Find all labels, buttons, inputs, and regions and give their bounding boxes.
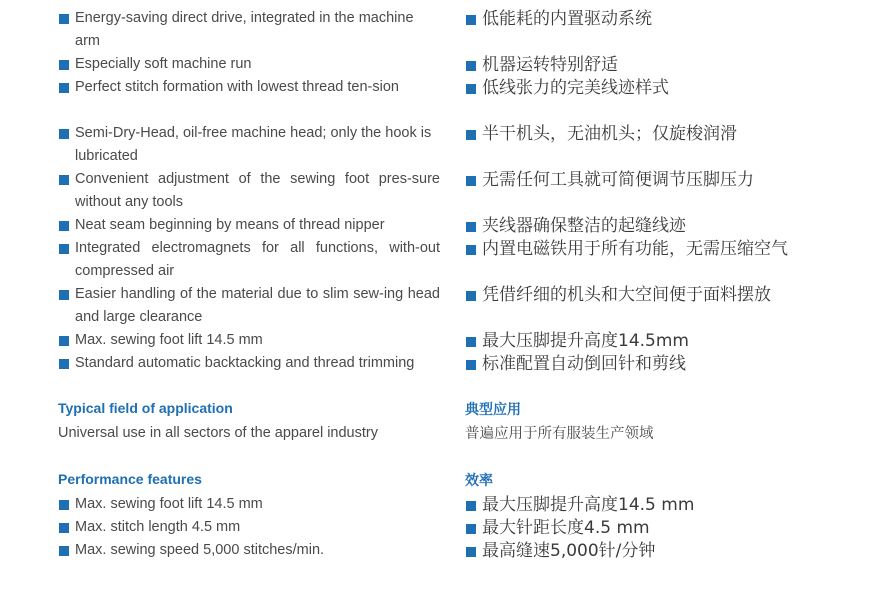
list-item — [465, 284, 875, 330]
bullet-square-icon — [59, 500, 69, 510]
list-item — [465, 169, 875, 215]
feature-text: 夹线器确保整洁的起缝线迹 — [482, 216, 686, 236]
feature-text: Energy-saving direct drive, integrated in the machine arm — [75, 10, 414, 49]
feature-text: 凭借纤细的机头和大空间便于面料摆放 — [482, 285, 771, 305]
performance-list-zh — [465, 494, 875, 563]
list-item — [465, 54, 875, 77]
bullet-square-icon — [59, 175, 69, 185]
list-item — [58, 76, 440, 122]
feature-text: Especially soft machine run — [75, 56, 252, 72]
performance-text: Max. sewing foot lift 14.5 mm — [75, 496, 263, 512]
bullet-square-icon — [466, 176, 476, 186]
list-item — [58, 493, 440, 516]
feature-text: 内置电磁铁用于所有功能，无需压缩空气 — [482, 239, 788, 259]
list-item — [465, 517, 875, 540]
bullet-square-icon — [59, 290, 69, 300]
bullet-square-icon — [466, 222, 476, 232]
list-item — [465, 540, 875, 563]
list-item — [58, 122, 440, 168]
bullet-square-icon — [466, 15, 476, 25]
feature-text: 标准配置自动倒回针和剪线 — [482, 354, 686, 374]
feature-text: Perfect stitch formation with lowest thread ten-sion — [75, 79, 399, 95]
feature-text: Standard automatic backtacking and thread trimming — [75, 355, 415, 371]
bullet-square-icon — [59, 129, 69, 139]
list-item — [58, 7, 440, 53]
performance-heading-en: Performance features — [58, 471, 202, 487]
list-item — [465, 77, 875, 123]
list-item — [58, 516, 440, 539]
feature-text: 机器运转特别舒适 — [482, 55, 618, 75]
list-item — [58, 329, 440, 352]
feature-text: Integrated electromagnets for all functions, with-out compressed air — [75, 240, 440, 279]
bullet-square-icon — [466, 245, 476, 255]
list-item — [58, 237, 440, 283]
bullet-square-icon — [466, 84, 476, 94]
performance-text: 最大针距长度4.5 mm — [482, 518, 650, 538]
bullet-square-icon — [466, 61, 476, 71]
feature-list-en — [58, 7, 440, 375]
list-item — [465, 330, 875, 353]
application-text-zh: 普遍应用于所有服装生产领域 — [465, 426, 654, 442]
feature-text: Easier handling of the material due to slim sew-ing head and large clearance — [75, 286, 440, 325]
performance-text: 最高缝速5,000针/分钟 — [482, 541, 656, 561]
bullet-square-icon — [466, 547, 476, 557]
bullet-square-icon — [59, 359, 69, 369]
feature-text: 低能耗的内置驱动系统 — [482, 9, 652, 29]
bullet-square-icon — [466, 130, 476, 140]
bullet-square-icon — [59, 244, 69, 254]
bullet-square-icon — [59, 546, 69, 556]
feature-text: 最大压脚提升高度14.5mm — [482, 331, 689, 351]
bullet-square-icon — [59, 14, 69, 24]
feature-text: Max. sewing foot lift 14.5 mm — [75, 332, 263, 348]
feature-list-zh — [465, 8, 875, 376]
bullet-square-icon — [59, 83, 69, 93]
feature-text: 半干机头，无油机头；仅旋梭润滑 — [482, 124, 737, 144]
performance-text: 最大压脚提升高度14.5 mm — [482, 495, 695, 515]
performance-text: Max. stitch length 4.5 mm — [75, 519, 241, 535]
performance-text: Max. sewing speed 5,000 stitches/min. — [75, 542, 325, 558]
performance-list-en — [58, 493, 440, 562]
bullet-square-icon — [466, 360, 476, 370]
list-item — [58, 53, 440, 76]
list-item — [58, 168, 440, 214]
feature-text: 无需任何工具就可简便调节压脚压力 — [482, 170, 754, 190]
bullet-square-icon — [466, 524, 476, 534]
bullet-square-icon — [59, 336, 69, 346]
list-item — [58, 352, 440, 375]
bullet-square-icon — [466, 501, 476, 511]
feature-text: 低线张力的完美线迹样式 — [482, 78, 669, 98]
list-item — [465, 353, 875, 376]
bullet-square-icon — [59, 523, 69, 533]
feature-text: Convenient adjustment of the sewing foot pres-sure without any tools — [75, 171, 440, 210]
application-text-en: Universal use in all sectors of the apparel industry — [58, 425, 378, 441]
feature-text: Semi-Dry-Head, oil-free machine head; only the hook is lubricated — [75, 125, 432, 164]
performance-heading-zh: 效率 — [465, 472, 493, 488]
list-item — [58, 283, 440, 329]
application-heading-en: Typical field of application — [58, 400, 233, 416]
list-item — [465, 238, 875, 284]
bullet-square-icon — [466, 337, 476, 347]
list-item — [465, 215, 875, 238]
list-item — [465, 8, 875, 54]
list-item — [465, 494, 875, 517]
application-heading-zh: 典型应用 — [465, 401, 521, 417]
bullet-square-icon — [59, 221, 69, 231]
bullet-square-icon — [59, 60, 69, 70]
list-item — [58, 214, 440, 237]
list-item — [465, 123, 875, 169]
list-item — [58, 539, 440, 562]
feature-text: Neat seam beginning by means of thread nipper — [75, 217, 385, 233]
bullet-square-icon — [466, 291, 476, 301]
